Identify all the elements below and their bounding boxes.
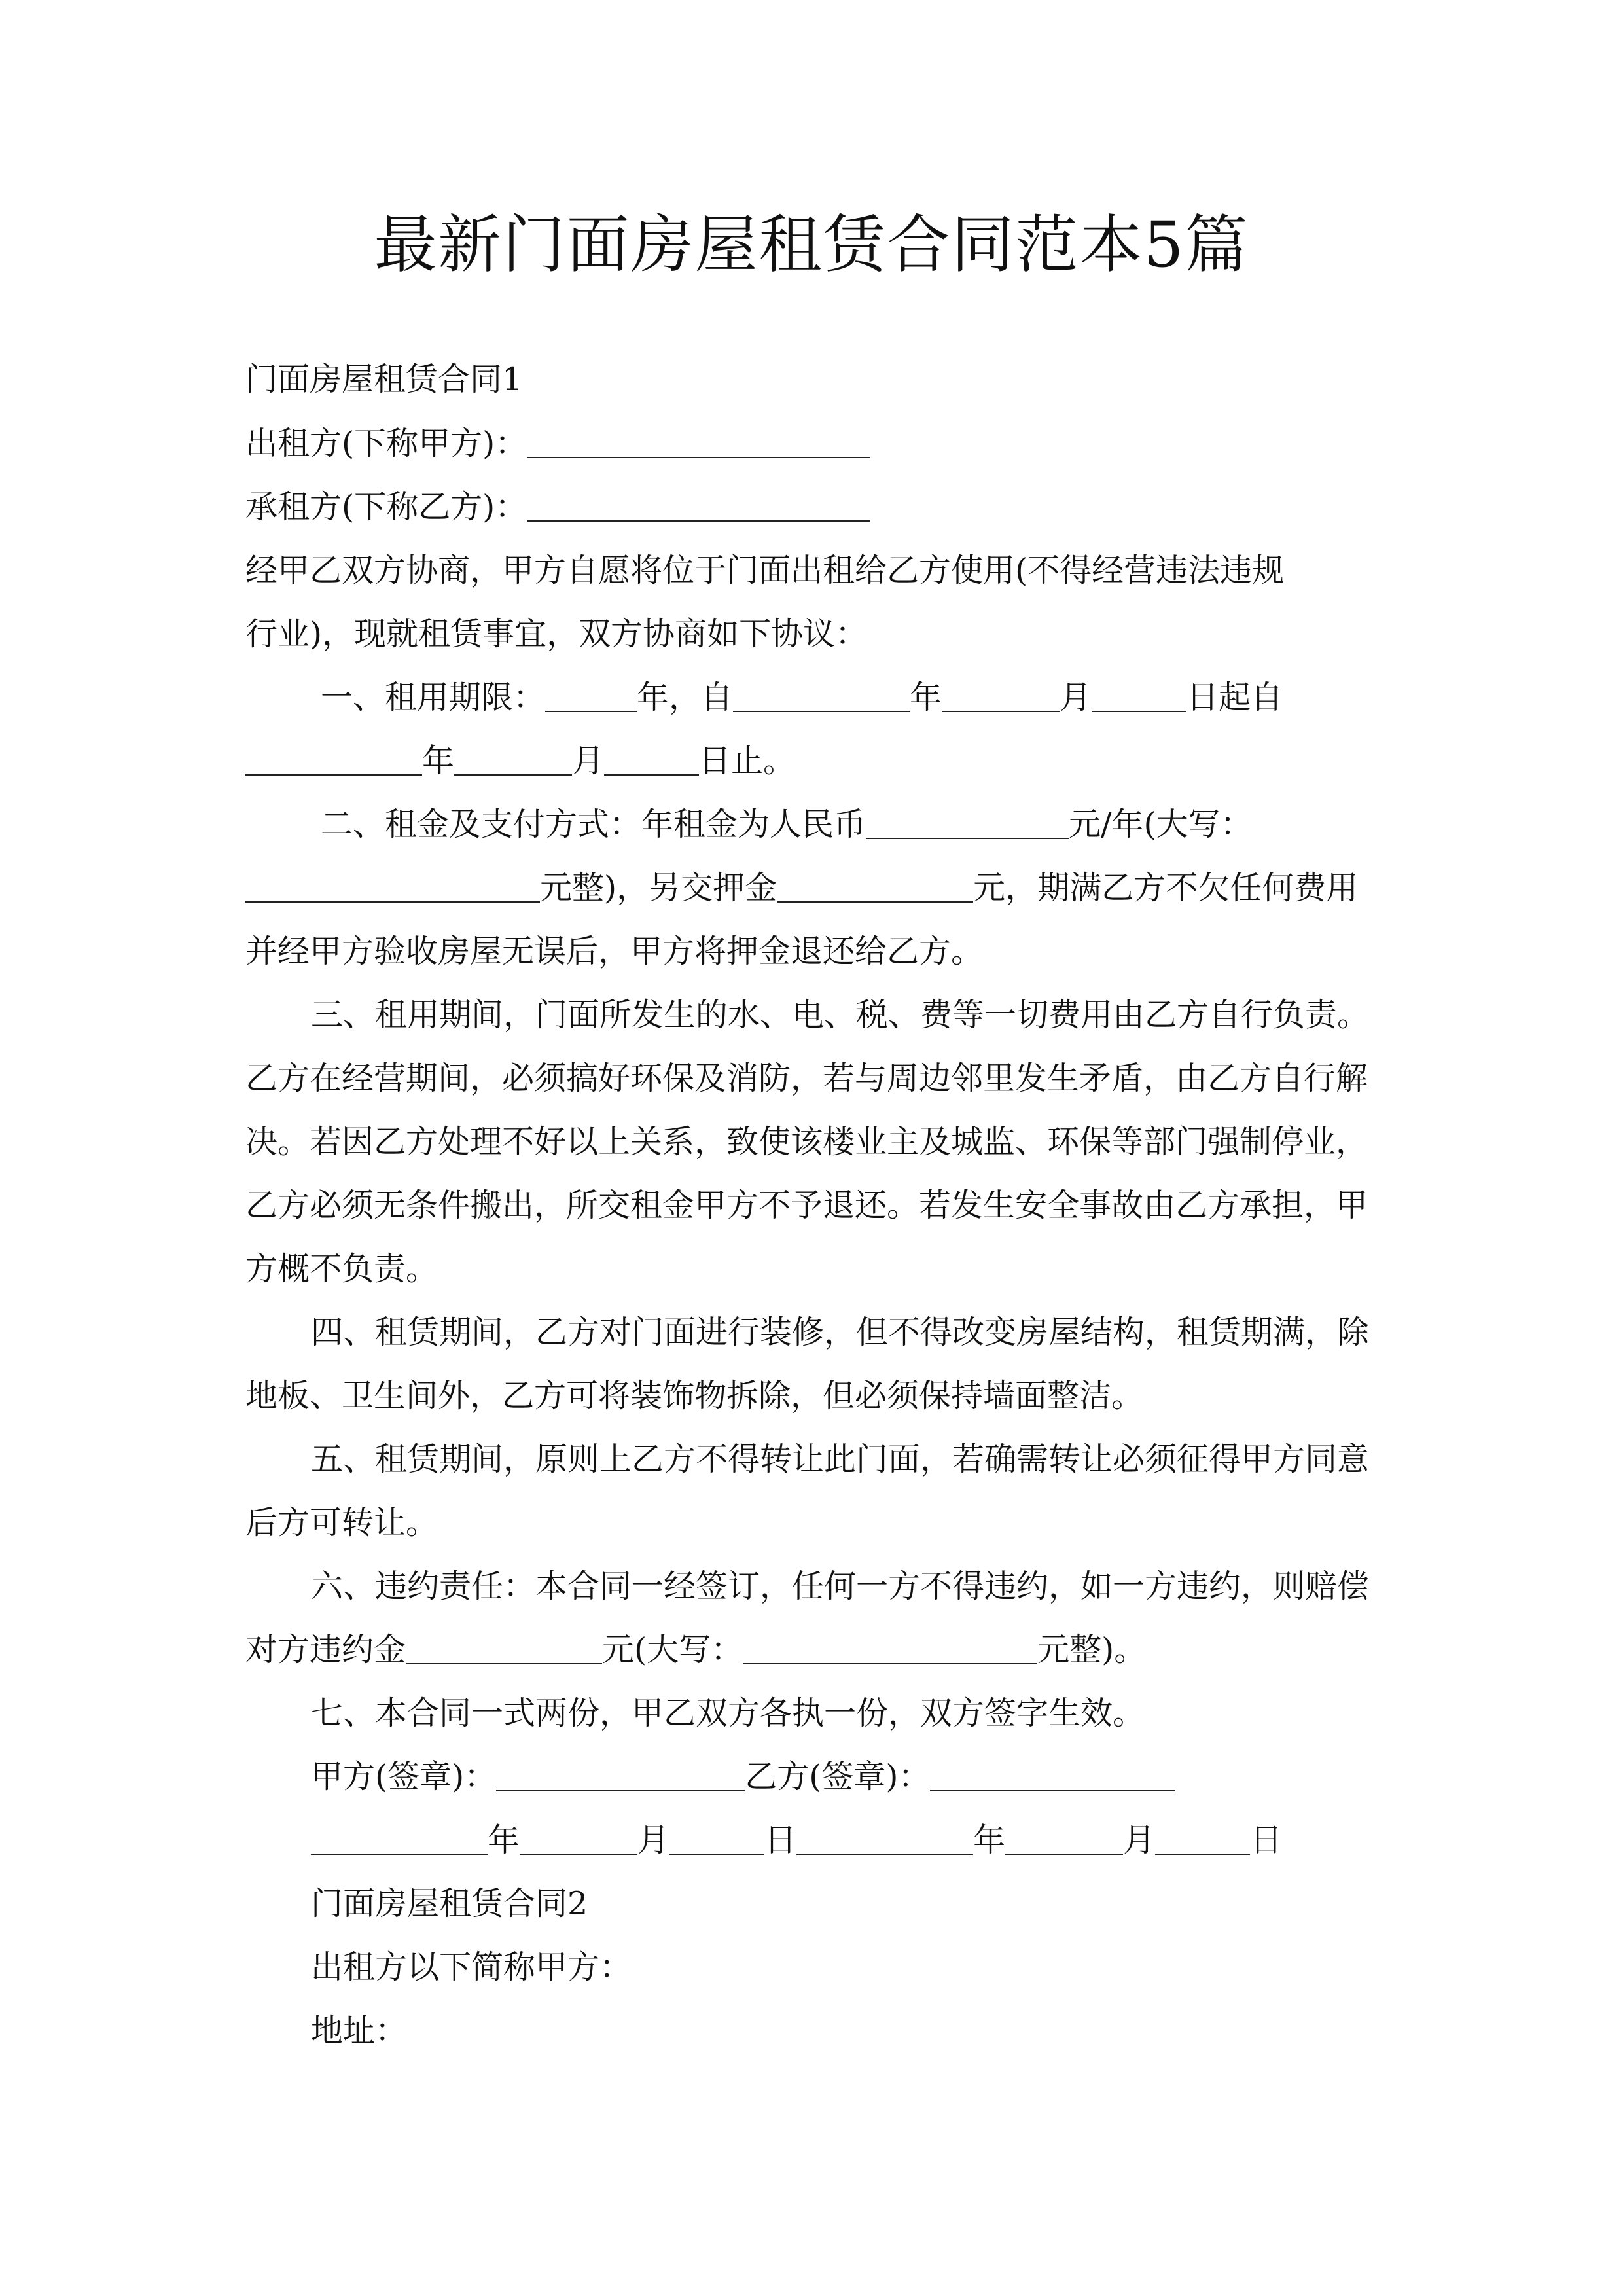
term-1-label: 一、租用期限： <box>321 679 546 716</box>
party-b-sign-blank <box>930 1760 1175 1791</box>
text: 日起自 <box>1186 679 1283 716</box>
lessee-line <box>245 488 1397 527</box>
text: 年，自 <box>637 679 734 716</box>
text: 元(大写： <box>602 1631 743 1668</box>
party-a-sign-blank <box>496 1760 745 1791</box>
blank <box>454 744 572 776</box>
text: 元，期满乙方不欠任何费用 <box>973 869 1359 906</box>
document-title: 最新门面房屋租赁合同范本5篇 <box>374 208 1249 281</box>
text: 年 <box>488 1821 520 1859</box>
blank <box>743 1633 1037 1664</box>
lessee-blank <box>527 490 870 522</box>
term-4-line-2: 地板、卫生间外，乙方可将装饰物拆除，但必须保持墙面整洁。 <box>245 1377 1144 1414</box>
party-b-sign-label: 乙方(签章)： <box>745 1758 931 1795</box>
text: 月 <box>572 742 605 780</box>
text: 日 <box>764 1821 797 1859</box>
text: 日 <box>1250 1821 1283 1859</box>
blank <box>604 744 699 776</box>
lessor-blank <box>527 427 870 458</box>
contract-1-heading: 门面房屋租赁合同1 <box>245 361 523 398</box>
contract-2-lessor: 出租方以下简称甲方： <box>311 1948 632 1986</box>
term-1-line-1 <box>321 678 1472 717</box>
text: 对方违约金 <box>245 1631 406 1668</box>
term-3-line-2: 乙方在经营期间，必须搞好环保及消防，若与周边邻里发生矛盾，由乙方自行解 <box>245 1060 1368 1097</box>
blank <box>942 681 1060 712</box>
term-5-line-2: 后方可转让。 <box>245 1504 438 1541</box>
blank <box>520 1823 637 1855</box>
term-6-line-2 <box>245 1630 1397 1670</box>
lessee-label: 承租方(下称乙方)： <box>245 488 527 526</box>
signature-line <box>311 1757 1463 1797</box>
signature-date-line <box>311 1821 1463 1860</box>
blank <box>406 1633 602 1664</box>
term-4-line-1: 四、租赁期间，乙方对门面进行装修，但不得改变房屋结构，租赁期满，除 <box>311 1314 1370 1351</box>
text: 年 <box>973 1821 1006 1859</box>
text: 月 <box>1123 1821 1156 1859</box>
text: 元整)，另交押金 <box>540 869 777 906</box>
term-3-line-4: 乙方必须无条件搬出，所交租金甲方不予退还。若发生安全事故由乙方承担，甲 <box>245 1187 1368 1224</box>
text: 元整)。 <box>1037 1631 1147 1668</box>
text: 日止。 <box>699 742 796 780</box>
contract-2-address: 地址： <box>311 2012 408 2049</box>
blank <box>245 871 540 903</box>
term-2-line-1 <box>321 805 1472 844</box>
term-2-label: 二、租金及支付方式：年租金为人民币 <box>321 806 866 843</box>
blank <box>1005 1823 1123 1855</box>
blank <box>796 1823 973 1855</box>
blank <box>311 1823 488 1855</box>
blank <box>866 808 1069 839</box>
term-3-line-5: 方概不负责。 <box>245 1250 438 1287</box>
text: 月 <box>637 1821 670 1859</box>
term-6-line-1: 六、违约责任：本合同一经签订，任何一方不得违约，如一方违约，则赔偿 <box>311 1568 1370 1605</box>
contract-2-heading: 门面房屋租赁合同2 <box>311 1885 588 1922</box>
blank <box>1092 681 1186 712</box>
intro-line-2: 行业)，现就租赁事宜，双方协商如下协议： <box>245 615 868 653</box>
blank <box>777 871 973 903</box>
text: 年 <box>910 679 942 716</box>
blank <box>669 1823 764 1855</box>
text: 元/年(大写： <box>1069 806 1253 843</box>
text: 年 <box>422 742 455 780</box>
blank <box>245 744 422 776</box>
term-2-line-3: 并经甲方验收房屋无误后，甲方将押金退还给乙方。 <box>245 933 984 970</box>
blank <box>1155 1823 1250 1855</box>
term-7: 七、本合同一式两份，甲乙双方各执一份，双方签字生效。 <box>311 1695 1145 1732</box>
text: 月 <box>1060 679 1092 716</box>
blank <box>545 681 637 712</box>
party-a-sign-label: 甲方(签章)： <box>311 1758 497 1795</box>
lessor-line <box>245 424 1397 463</box>
term-1-line-2 <box>245 742 1397 781</box>
term-3-line-3: 决。若因乙方处理不好以上关系，致使该楼业主及城监、环保等部门强制停业， <box>245 1123 1368 1160</box>
intro-line-1: 经甲乙双方协商，甲方自愿将位于门面出租给乙方使用(不得经营违法违规 <box>245 552 1285 589</box>
term-2-line-2 <box>245 869 1397 908</box>
term-5-line-1: 五、租赁期间，原则上乙方不得转让此门面，若确需转让必须征得甲方同意 <box>311 1441 1370 1478</box>
lessor-label: 出租方(下称甲方)： <box>245 425 527 462</box>
blank <box>733 681 910 712</box>
term-3-line-1: 三、租用期间，门面所发生的水、电、税、费等一切费用由乙方自行负责。 <box>311 996 1370 1033</box>
